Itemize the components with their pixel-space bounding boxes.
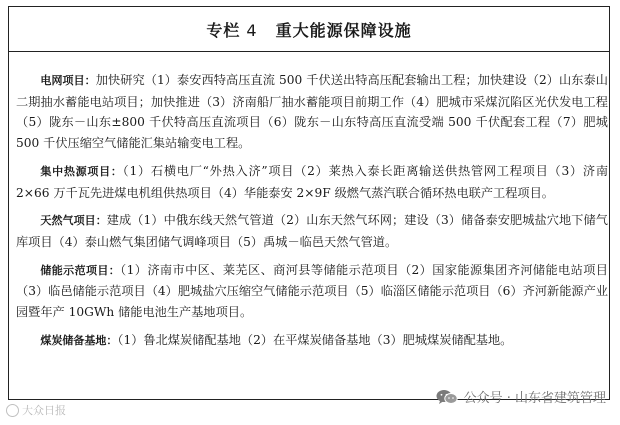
- paragraph-text: 加快研究（1）泰安西特高压直流 500 千伏送出特高压配套输出工程；加快建设（2）山东泰山二期抽水蓄能电站项目；加快推进（3）济南船厂抽水蓄能项目前期工作（4）肥城市采煤沉陷区光伏发电工程（5）陇东－山东±800 千伏特高压直流项目（6）陇东－山东特高压直流受端 500 千伏配套工程（7）肥城 500 千伏压缩空气储能汇集站输变电工程。: [16, 73, 608, 151]
- wechat-icon: [436, 389, 458, 405]
- paragraph-text: （1）济南市中区、莱芜区、商河县等储能示范项目（2）国家能源集团齐河储能电站项目（3）临邑储能示范项目（4）肥城盐穴压缩空气储能示范项目（5）临淄区储能示范项目（6）齐河新能源产业园暨年产 10GWh 储能电池生产基地项目。: [16, 262, 608, 320]
- paragraph-label: 煤炭储备基地：: [40, 333, 118, 347]
- paragraph-energy-storage: [16, 260, 608, 323]
- paragraph-label: 电网项目：: [40, 74, 96, 87]
- title-divider: [9, 51, 609, 52]
- column-label: 专栏: [206, 21, 241, 40]
- paragraph-label: 天然气项目：: [40, 214, 107, 228]
- paragraph-label: 集中热源项目：: [40, 164, 123, 178]
- paragraph-central-heat: [16, 161, 608, 203]
- column-content: [16, 70, 608, 358]
- paragraph-coal-reserve: [16, 330, 608, 352]
- paragraph-natural-gas: [16, 210, 608, 252]
- newspaper-logo-icon: [6, 404, 19, 417]
- column-title: [9, 17, 609, 45]
- paragraph-label: 储能示范项目：: [40, 263, 121, 277]
- source-watermark-text: 大众日报: [22, 404, 66, 417]
- paragraph-text: 建成（1）中俄东线天然气管道（2）山东天然气环网；建设（3）储备泰安肥城盐穴地下储气库项目（4）泰山燃气集团储气调峰项目（5）禹城－临邑天然气管道。: [16, 213, 608, 249]
- column-heading: 重大能源保障设施: [275, 21, 412, 40]
- paragraph-power-grid: [16, 70, 608, 154]
- account-watermark-text: 公众号 · 山东省建筑管理: [463, 391, 606, 406]
- source-watermark: [6, 402, 66, 418]
- column-number: 4: [246, 21, 258, 40]
- paragraph-text: （1）鲁北煤炭储配基地（2）在平煤炭储备基地（3）肥城煤炭储配基地。: [117, 332, 513, 347]
- account-watermark: [436, 387, 606, 406]
- paragraph-text: （1）石横电厂“外热入济”项目（2）莱热入泰长距离输送供热管网工程项目（3）济南 2×66 万千瓦先进煤电机组供热项目（4）华能泰安 2×9F 级燃气蒸汽联合循环热电联产工程项目。: [16, 163, 609, 200]
